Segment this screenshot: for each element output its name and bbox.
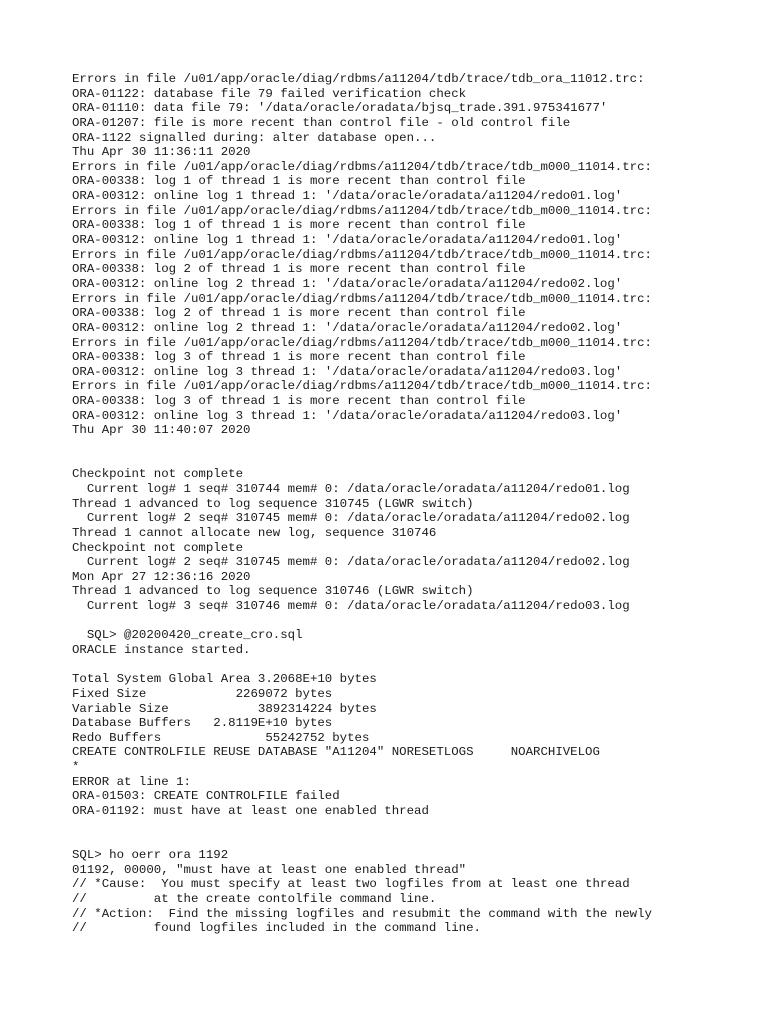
log-line: Thread 1 cannot allocate new log, sequence 310746 xyxy=(72,525,437,540)
log-line: Thu Apr 30 11:36:11 2020 xyxy=(72,145,251,160)
log-line: Checkpoint not complete xyxy=(72,540,244,555)
blank-line xyxy=(72,833,762,848)
log-line: ORA-00312: online log 3 thread 1: '/data/oracle/oradata/a11204/redo03.log' xyxy=(72,408,623,423)
log-line: ORA-00312: online log 2 thread 1: '/data/oracle/oradata/a11204/redo02.log' xyxy=(72,276,623,291)
log-line: Errors in file /u01/app/oracle/diag/rdbms/a11204/tdb/trace/tdb_ora_11012.trc: xyxy=(72,72,645,86)
log-line: ORA-00312: online log 2 thread 1: '/data/oracle/oradata/a11204/redo02.log' xyxy=(72,320,623,335)
log-line: ORA-00338: log 3 of thread 1 is more recent than control file xyxy=(72,350,526,365)
log-line: ORA-01122: database file 79 failed verification check xyxy=(72,86,467,101)
log-line: ORA-00312: online log 3 thread 1: '/data/oracle/oradata/a11204/redo03.log' xyxy=(72,364,623,379)
log-line: Current log# 2 seq# 310745 mem# 0: /data/oracle/oradata/a11204/redo02.log xyxy=(72,555,630,570)
document-body xyxy=(72,72,762,936)
log-line: ORA-1122 signalled during: alter database open... xyxy=(72,130,437,145)
log-line: Errors in file /u01/app/oracle/diag/rdbms/a11204/tdb/trace/tdb_m000_11014.trc: xyxy=(72,159,652,174)
log-line: ORA-00312: online log 1 thread 1: '/data/oracle/oradata/a11204/redo01.log' xyxy=(72,233,623,248)
sga-line: Fixed Size 2269072 bytes xyxy=(72,686,333,701)
error-line: ORA-01503: CREATE CONTROLFILE failed xyxy=(72,789,340,804)
log-line: Errors in file /u01/app/oracle/diag/rdbms/a11204/tdb/trace/tdb_m000_11014.trc: xyxy=(72,379,652,394)
oerr-output-line: // at the create contolfile command line. xyxy=(72,891,437,906)
log-line: Thread 1 advanced to log sequence 310746 (LGWR switch) xyxy=(72,584,474,599)
log-line: ORA-01110: data file 79: '/data/oracle/oradata/bjsq_trade.391.975341677' xyxy=(72,101,608,116)
log-line: Current log# 3 seq# 310746 mem# 0: /data/oracle/oradata/a11204/redo03.log xyxy=(72,599,630,614)
log-line: ORA-00312: online log 1 thread 1: '/data/oracle/oradata/a11204/redo01.log' xyxy=(72,189,623,204)
oerr-output-line: // found logfiles included in the command line. xyxy=(72,921,481,936)
error-line: ORA-01192: must have at least one enabled thread xyxy=(72,804,429,819)
sql-command-line: SQL> ho oerr ora 1192 xyxy=(72,847,229,862)
log-line: Errors in file /u01/app/oracle/diag/rdbms/a11204/tdb/trace/tdb_m000_11014.trc: xyxy=(72,203,652,218)
oerr-output-line: 01192, 00000, "must have at least one enabled thread" xyxy=(72,862,467,877)
log-line: Errors in file /u01/app/oracle/diag/rdbms/a11204/tdb/trace/tdb_m000_11014.trc: xyxy=(72,291,652,306)
blank-line xyxy=(72,438,762,453)
log-line: ORACLE instance started. xyxy=(72,642,251,657)
log-line: Thread 1 advanced to log sequence 310745 (LGWR switch) xyxy=(72,496,474,511)
error-line: ERROR at line 1: xyxy=(72,774,191,789)
blank-line xyxy=(72,614,762,629)
log-line: Current log# 2 seq# 310745 mem# 0: /data/oracle/oradata/a11204/redo02.log xyxy=(72,511,630,526)
sga-line: Variable Size 3892314224 bytes xyxy=(72,701,377,716)
sga-line: Database Buffers 2.8119E+10 bytes xyxy=(72,716,333,731)
blank-line xyxy=(72,658,762,673)
log-line: ORA-00338: log 2 of thread 1 is more recent than control file xyxy=(72,306,526,321)
log-line: ORA-00338: log 2 of thread 1 is more recent than control file xyxy=(72,262,526,277)
sql-statement-line: CREATE CONTROLFILE REUSE DATABASE "A11204" NORESETLOGS NOARCHIVELOG xyxy=(72,745,600,760)
log-line: Errors in file /u01/app/oracle/diag/rdbms/a11204/tdb/trace/tdb_m000_11014.trc: xyxy=(72,247,652,262)
log-line: Errors in file /u01/app/oracle/diag/rdbms/a11204/tdb/trace/tdb_m000_11014.trc: xyxy=(72,335,652,350)
oerr-output-line: // *Action: Find the missing logfiles and resubmit the command with the newly xyxy=(72,906,652,921)
sga-line: Total System Global Area 3.2068E+10 bytes xyxy=(72,672,377,687)
log-line: Mon Apr 27 12:36:16 2020 xyxy=(72,569,251,584)
sql-command-line: SQL> @20200420_create_cro.sql xyxy=(72,628,303,643)
log-line: ORA-01207: file is more recent than control file - old control file xyxy=(72,115,571,130)
log-line: Thu Apr 30 11:40:07 2020 xyxy=(72,423,251,438)
sga-line: Redo Buffers 55242752 bytes xyxy=(72,730,370,745)
log-line: ORA-00338: log 3 of thread 1 is more recent than control file xyxy=(72,394,526,409)
blank-line xyxy=(72,453,762,468)
log-line: Checkpoint not complete xyxy=(72,467,244,482)
log-line: ORA-00338: log 1 of thread 1 is more recent than control file xyxy=(72,174,526,189)
blank-line xyxy=(72,819,762,834)
error-marker-line: * xyxy=(72,760,80,775)
log-line: ORA-00338: log 1 of thread 1 is more recent than control file xyxy=(72,218,526,233)
log-line: Current log# 1 seq# 310744 mem# 0: /data/oracle/oradata/a11204/redo01.log xyxy=(72,481,630,496)
oerr-output-line: // *Cause: You must specify at least two logfiles from at least one thread xyxy=(72,877,630,892)
